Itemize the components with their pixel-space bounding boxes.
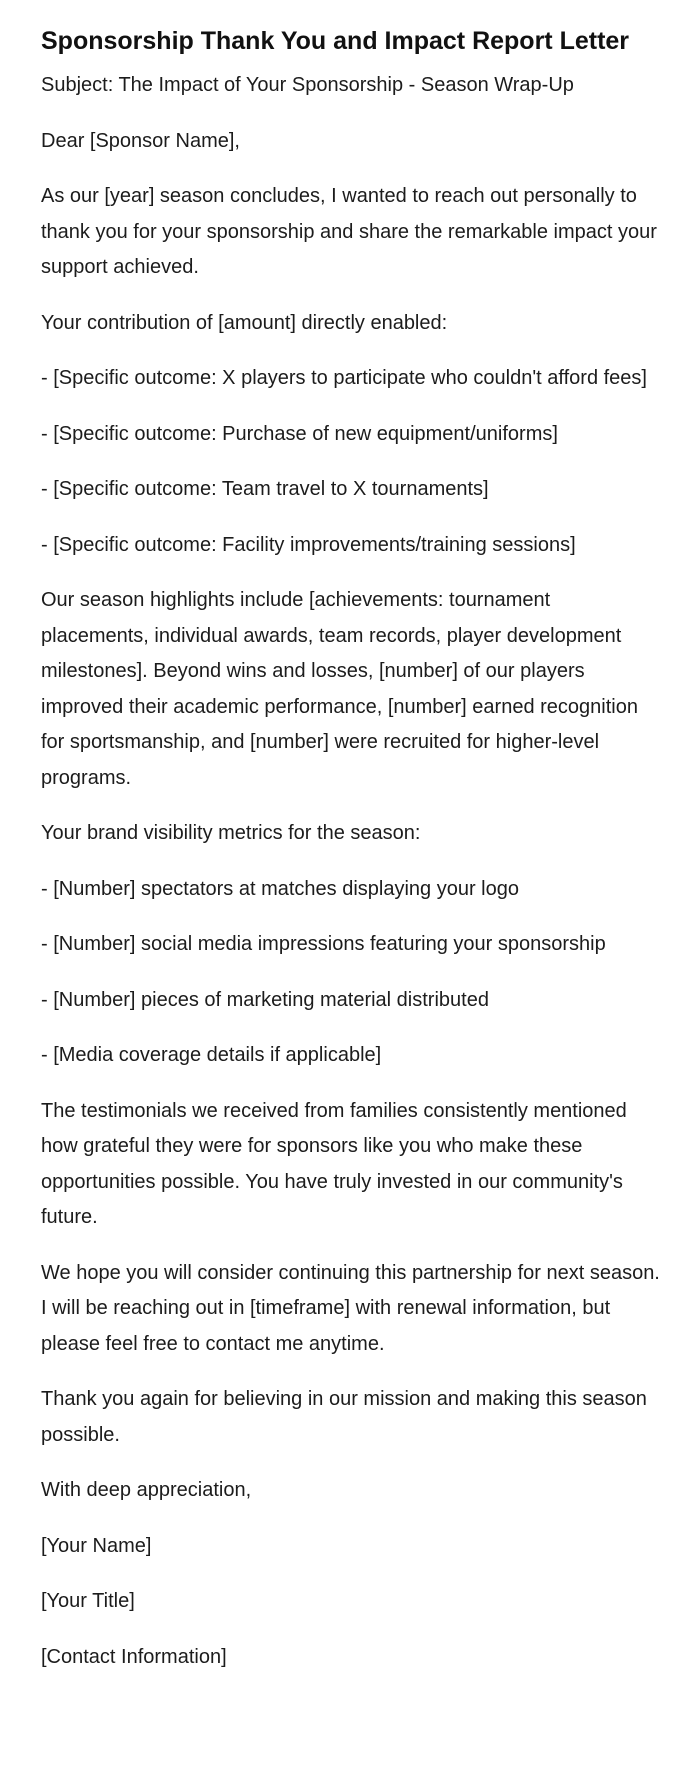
metric-item: - [Media coverage details if applicable] xyxy=(41,1044,382,1066)
contribution-intro: Your contribution of [amount] directly enabled: xyxy=(41,311,448,334)
metric-item: - [Number] social media impressions featuring your sponsorship xyxy=(41,933,606,955)
signature-name: [Your Name] xyxy=(41,1534,152,1557)
outcome-item: - [Specific outcome: Facility improvements/training sessions] xyxy=(41,533,576,556)
subject-line: Subject: The Impact of Your Sponsorship - Season Wrap-Up xyxy=(41,74,574,96)
highlights-paragraph: Our season highlights include [achievements: tournament placements, individual awards, team records, player development milestones]. Beyond wins and losses, [number] of our players improved their academic performance, [number] earned recognition for sportsmanship, and [number] were recruited for higher-level programs. xyxy=(41,589,638,789)
metric-item: - [Number] pieces of marketing material distributed xyxy=(41,988,489,1011)
metrics-intro: Your brand visibility metrics for the season: xyxy=(41,822,421,844)
intro-paragraph: As our [year] season concludes, I wanted to reach out personally to thank you for your sponsorship and share the remarkable impact your support achieved. xyxy=(41,185,657,278)
metric-item: - [Number] spectators at matches displaying your logo xyxy=(41,877,519,900)
document-title: Sponsorship Thank You and Impact Report Letter xyxy=(41,27,630,55)
outcome-item: - [Specific outcome: Purchase of new equipment/uniforms] xyxy=(41,422,558,445)
thanks-paragraph: Thank you again for believing in our mission and making this season possible. xyxy=(41,1388,647,1446)
outcome-item: - [Specific outcome: X players to participate who couldn't afford fees] xyxy=(41,367,647,389)
renewal-paragraph: We hope you will consider continuing this partnership for next season. I will be reaching out in [timeframe] with renewal information, but please feel free to contact me anytime. xyxy=(41,1261,660,1355)
signature-contact: [Contact Information] xyxy=(41,1645,227,1668)
signature-title: [Your Title] xyxy=(41,1590,135,1612)
salutation: Dear [Sponsor Name], xyxy=(41,129,240,152)
outcome-item: - [Specific outcome: Team travel to X tournaments] xyxy=(41,478,489,500)
closing: With deep appreciation, xyxy=(41,1479,252,1501)
testimonials-paragraph: The testimonials we received from families consistently mentioned how grateful they were for sponsors like you who make these opportunities possible. You have truly invested in our community's future. xyxy=(41,1099,627,1228)
